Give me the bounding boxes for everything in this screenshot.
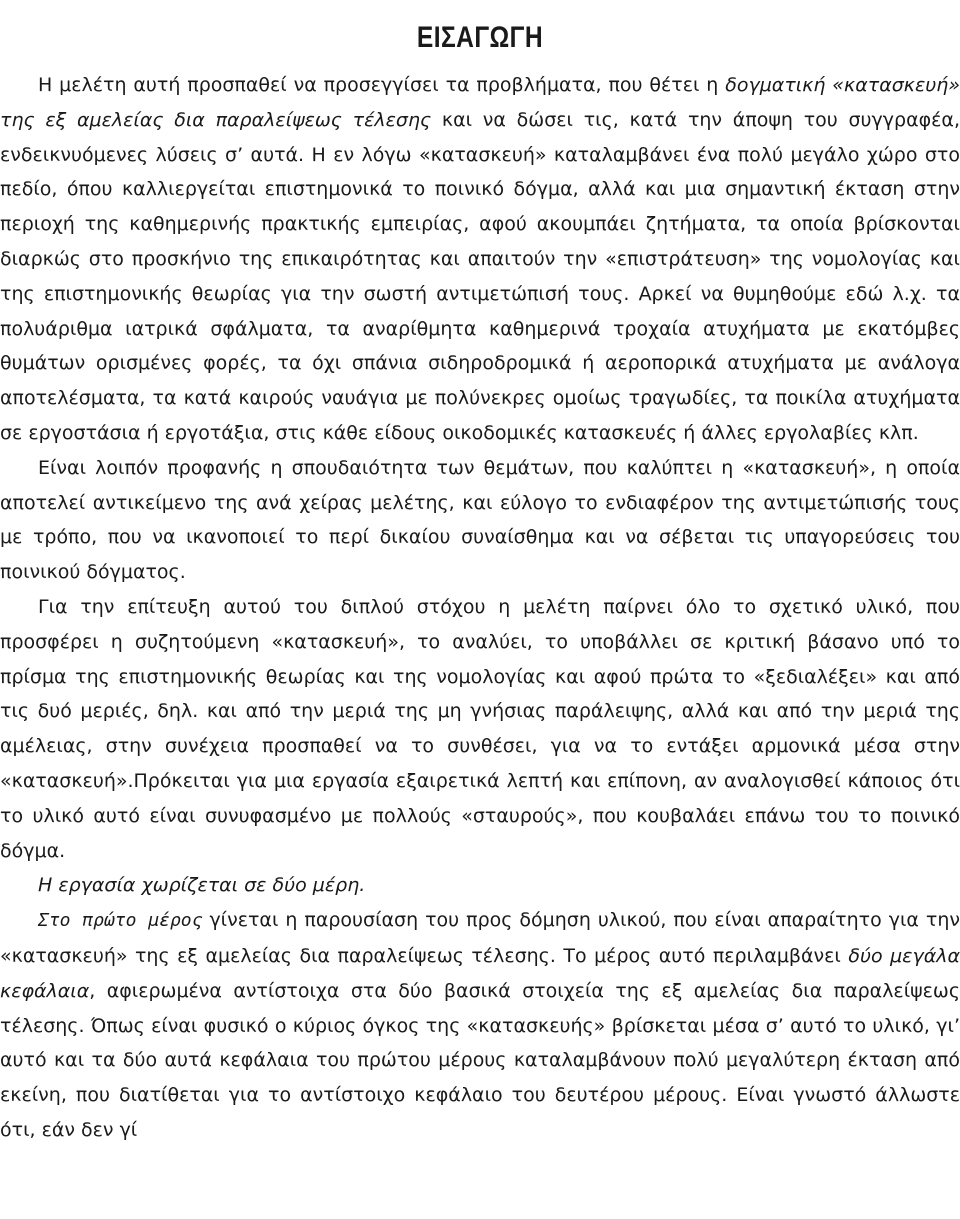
paragraph-5-italic-term: δύο μεγάλα κεφάλαια: [0, 944, 960, 1002]
paragraph-1-rest: και να δώσει τις, κατά την άποψη του συγγραφέα, ενδεικνυόμενες λύσεις σ’ αυτά. Η εν λόγω «κατασκευή» καταλαμβάνει ένα πολύ μεγάλο χώρο στο πεδίο, όπου καλλιεργείται επιστημονικά το ποινικό δόγμα, αλλά και μια σημαντική έκταση στην περιοχή της καθημερινής πρακτικής εμπειρίας, αφού ακουμπάει ζητήματα, τα οποία βρίσκονται διαρκώς στο προσκήνιο της επικαιρότητας και απαιτούν την «επιστράτευση» της νομολογίας και της επιστημονικής θεωρίας για την σωστή αντιμετώπισή τους. Αρκεί να θυμηθούμε εδώ λ.χ. τα πολυάριθμα ιατρικά σφάλματα, τα αναρίθμητα καθημερινά τροχαία ατυχήματα με εκατόμβες θυμάτων ορισμένες φορές, τα όχι σπάνια σιδηροδρομικά ή αεροπορικά ατυχήματα με ανάλογα αποτελέσματα, τα κατά καιρούς ναυάγια με πολύνεκρες ομοίως τραγωδίες, τα ποικίλα ατυχήματα σε εργοστάσια ή εργοτάξια, στις κάθε είδους οικοδομικές κατασκευές ή άλλες εργολαβίες κλπ.: [0, 108, 960, 444]
paragraph-5-text-1: γίνεται η παρουσίαση του προς δόμηση υλικού, που είναι απαραίτητο για την «κατασκευή» της εξ αμελείας δια παραλείψεως τέλεσης. Το μέρος αυτό περιλαμβάνει: [0, 909, 960, 967]
paragraph-1: [0, 68, 960, 451]
page-title: ΕΙΣΑΓΩΓΗ: [416, 21, 544, 55]
paragraph-2: Είναι λοιπόν προφανής η σπουδαιότητα των θεμάτων, που καλύπτει η «κατασκευή», η οποία αποτελεί αντικείμενο της ανά χείρας μελέτης, και εύλογο το ενδιαφέρον της αντιμετώπισής τους με τρόπο, που να ικανοποιεί το περί δικαίου συναίσθημα και να σέβεται τις υπαγορεύσεις του ποινικού δόγματος.: [0, 456, 960, 584]
paragraph-5: [0, 903, 960, 1148]
paragraph-4: Η εργασία χωρίζεται σε δύο μέρη.: [38, 874, 366, 897]
paragraph-5-spaced-term: Στο πρώτο μέρος: [38, 910, 203, 932]
paragraph-1-lead: Η μελέτη αυτή προσπαθεί να προσεγγίσει τα προβλήματα, που θέτει η: [38, 74, 726, 96]
paragraph-5-text-2: , αφιερωμένα αντίστοιχα στα δύο βασικά στοιχεία της εξ αμελείας δια παραλείψεως τέλεσης. Όπως είναι φυσικό ο κύριος όγκος της «κατασκευής» βρίσκεται μέσα σ’ αυτό το υλικό, γι’ αυτό και τα δύο αυτά κεφάλαια του πρώτου μέρους καταλαμβάνουν πολύ μεγαλύτερη έκταση από εκείνη, που διατίθεται για το αντίστοιχο κεφάλαιο του δευτέρου μέρους. Είναι γνωστό άλλωστε ότι, εάν δεν γί: [0, 979, 960, 1141]
body-text: [0, 68, 960, 1148]
paragraph-1-italic-term: δογματική «κατασκευή» της εξ αμελείας δια παραλείψεως τέλεσης: [0, 74, 960, 131]
paragraph-3: Για την επίτευξη αυτού του διπλού στόχου η μελέτη παίρνει όλο το σχετικό υλικό, που προσφέρει η συζητούμενη «κατασκευή», το αναλύει, το υποβάλλει σε κριτική βάσανο υπό το πρίσμα της επιστημονικής θεωρίας και της νομολογίας και αφού πρώτα το «ξεδιαλέξει» και από τις δυό μεριές, δηλ. και από την μεριά της μη γνήσιας παράλειψης, αλλά και από την μεριά της αμέλειας, στην συνέχεια προσπαθεί να το συνθέσει, για να το εντάξει αρμονικά μέσα στην «κατασκευή».Πρόκειται για μια εργασία εξαιρετικά λεπτή και επίπονη, αν αναλογισθεί κάποιος ότι το υλικό αυτό είναι συνυφασμένο με πολλούς «σταυρούς», που κουβαλάει επάνω του το ποινικό δόγμα.: [0, 595, 960, 862]
